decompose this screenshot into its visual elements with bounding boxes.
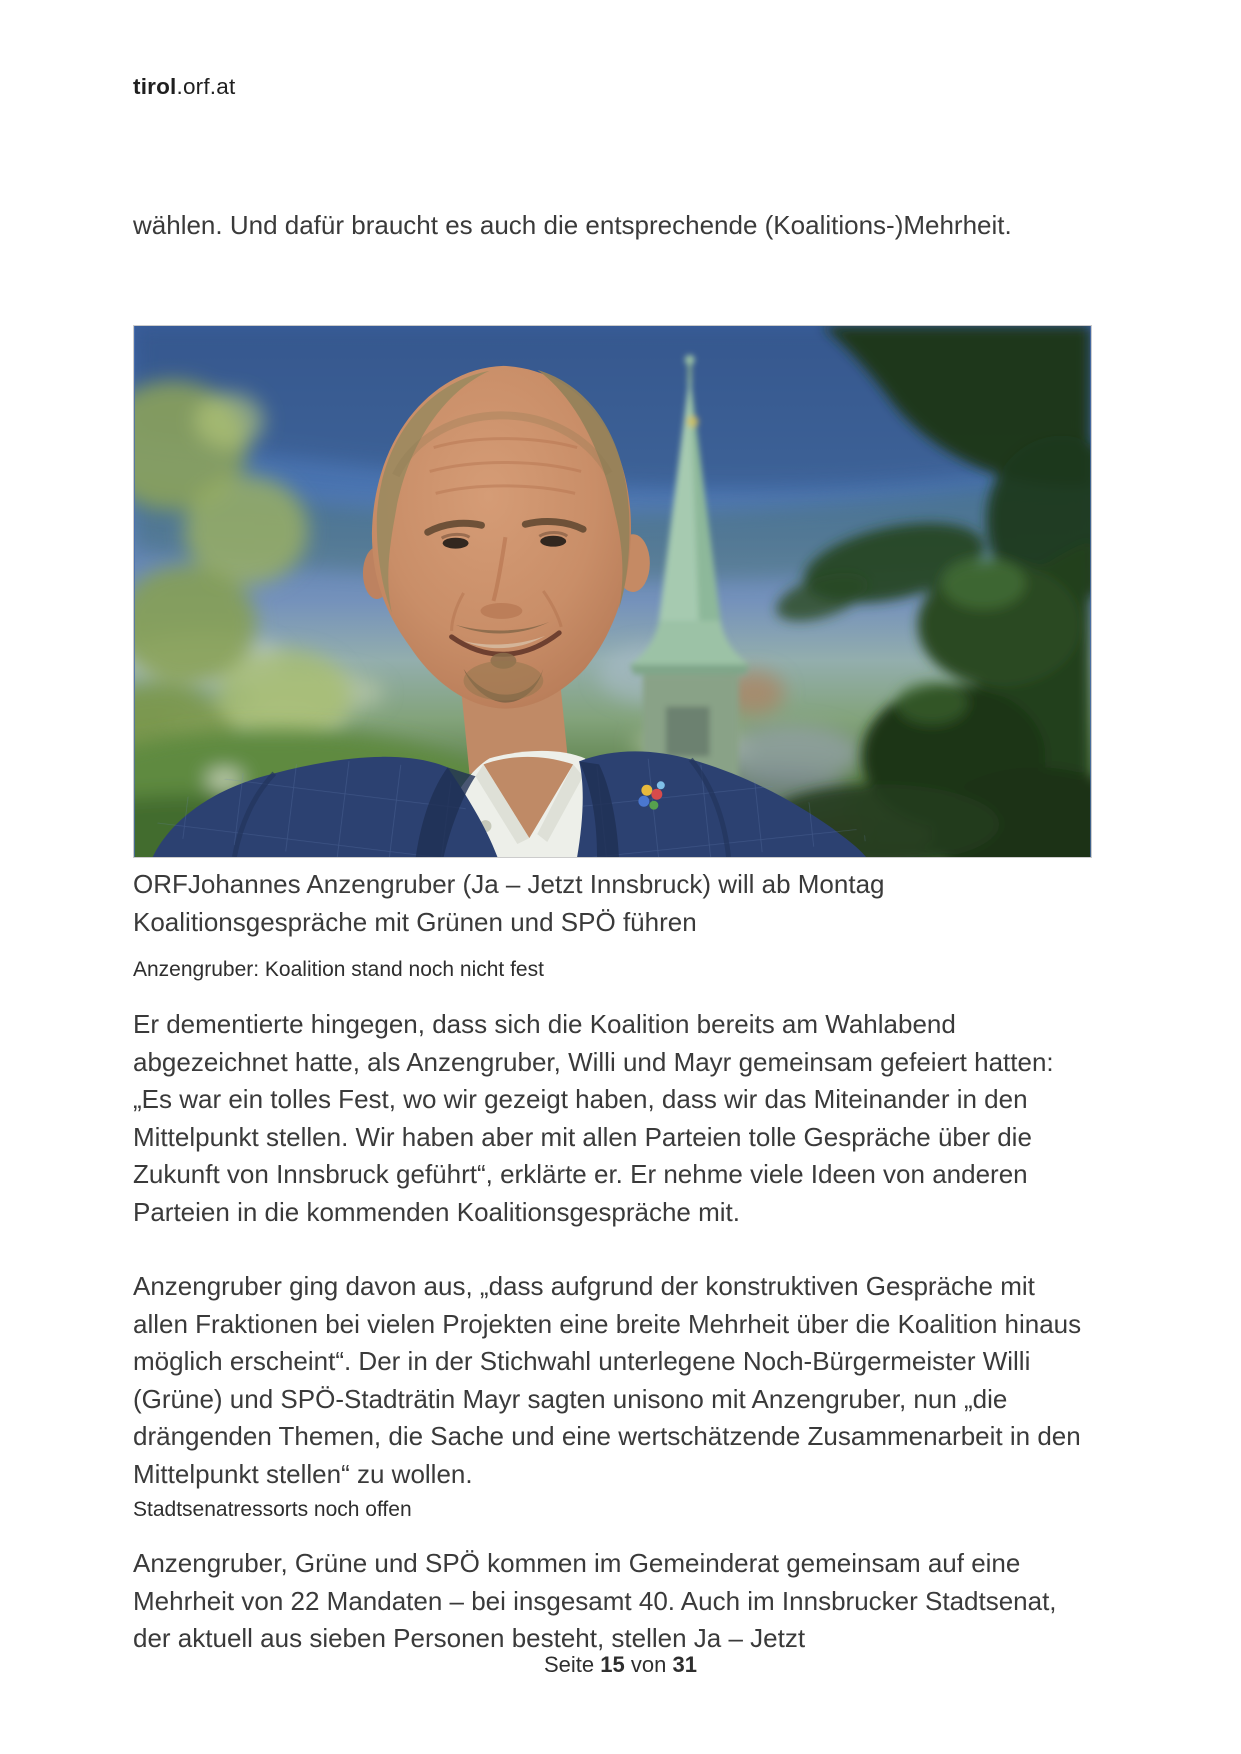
site-brand — [133, 74, 235, 100]
site-brand-rest: .orf.at — [176, 74, 236, 99]
body-paragraph-3: Anzengruber, Grüne und SPÖ kommen im Gemeinderat gemeinsam auf eine Mehrheit von 22 Mandaten – bei insgesamt 40. Auch im Innsbrucker Stadtsenat, der aktuell aus sieben Personen besteht, stellen Ja – Jetzt — [133, 1548, 1057, 1653]
article-photo — [133, 325, 1092, 858]
body-paragraph-2: Anzengruber ging davon aus, „dass aufgrund der konstruktiven Gespräche mit allen Fraktionen bei vielen Projekten eine breite Mehrheit über die Koalition hinaus möglich erscheint“. Der in der Stichwahl unterlegene Noch-Bürgermeister Willi (Grüne) und SPÖ-Stadträtin Mayr sagten unisono mit Anzengruber, nun „die drängenden Themen, die Sache und eine wertschätzende Zusammenarbeit in den Mittelpunkt stellen“ zu wollen. — [133, 1271, 1082, 1489]
page-footer — [0, 1652, 1241, 1678]
section-heading-stadtsenat: Stadtsenatressorts noch offen — [133, 1498, 412, 1521]
footer-total-pages: 31 — [672, 1652, 697, 1677]
footer-page-number: 15 — [600, 1652, 625, 1677]
body-paragraph-1: Er dementierte hingegen, dass sich die Koalition bereits am Wahlabend abgezeichnet hatte, als Anzengruber, Willi und Mayr gemeinsam gefeiert hatten: „Es war ein tolles Fest, wo wir gezeigt haben, dass wir das Miteinander in den Mittelpunkt stellen. Wir haben aber mit allen Parteien tolle Gespräche über die Zukunft von Innsbruck geführt“, erklärte er. Er nehme viele Ideen von anderen Parteien in die kommenden Koalitionsgespräche mit. — [133, 1009, 1054, 1227]
footer-prefix: Seite — [544, 1652, 595, 1677]
photo-caption: ORFJohannes Anzengruber (Ja – Jetzt Innsbruck) will ab Montag Koalitionsgespräche mit Grünen und SPÖ führen — [133, 869, 885, 937]
site-brand-bold: tirol — [133, 74, 177, 99]
article-photo-illustration — [134, 326, 1091, 857]
intro-paragraph: wählen. Und dafür braucht es auch die entsprechende (Koalitions-)Mehrheit. — [133, 210, 1012, 240]
section-heading-koalition: Anzengruber: Koalition stand noch nicht fest — [133, 958, 544, 981]
footer-of-label: von — [630, 1652, 667, 1677]
